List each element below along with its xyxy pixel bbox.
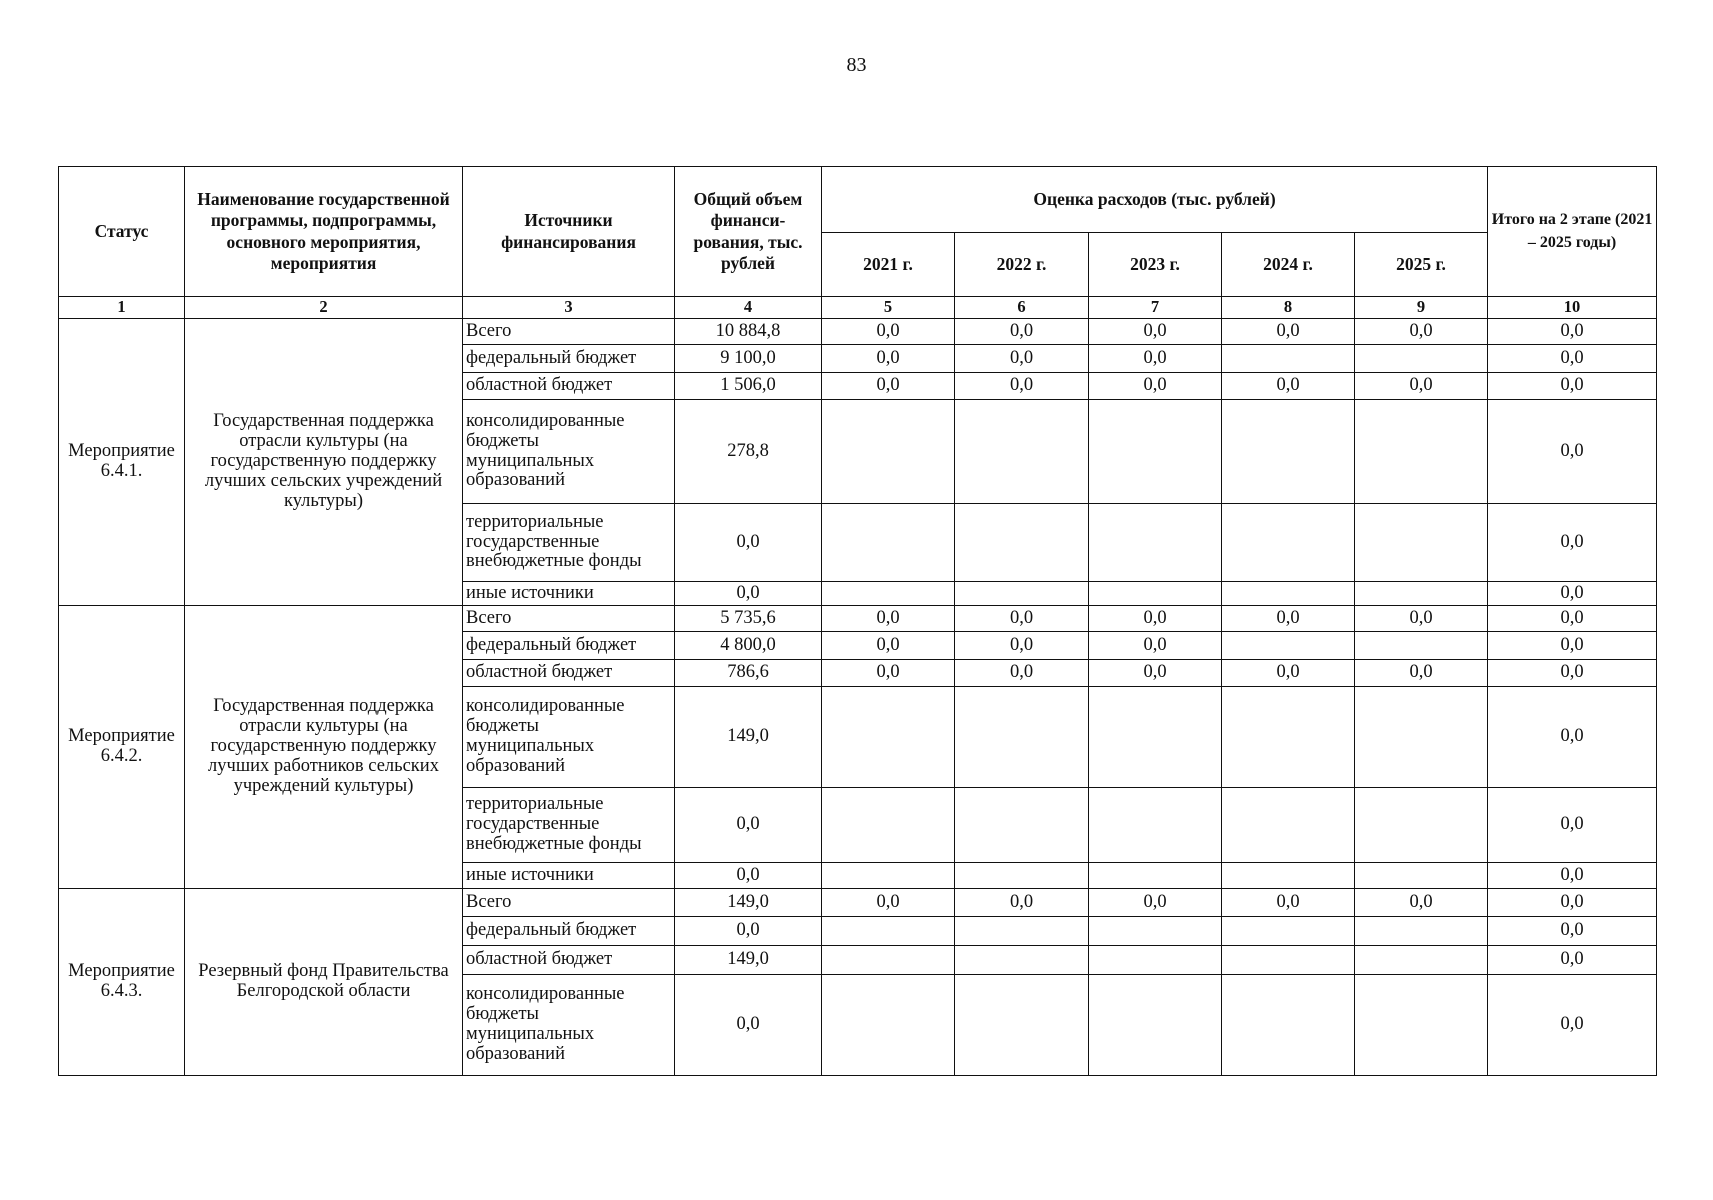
total-volume-cell: 149,0: [675, 687, 822, 788]
total-volume-cell: 149,0: [675, 946, 822, 975]
header-stage-total: Итого на 2 этапе (2021 – 2025 годы): [1488, 167, 1657, 297]
page-number: 83: [846, 54, 867, 76]
year-2022-cell: 0,0: [955, 632, 1089, 660]
total-volume-cell: 786,6: [675, 660, 822, 687]
year-2022-cell: 0,0: [955, 660, 1089, 687]
source-cell: территориальные государственные внебюджетные фонды: [463, 504, 675, 582]
year-2022-cell: [955, 946, 1089, 975]
stage-total-cell: 0,0: [1488, 975, 1657, 1076]
year-2024-cell: [1222, 687, 1355, 788]
status-cell: Мероприятие 6.4.2.: [59, 606, 185, 889]
year-2024-cell: [1222, 788, 1355, 863]
total-volume-cell: 9 100,0: [675, 345, 822, 373]
table-row: [59, 889, 1657, 917]
source-cell: иные источники: [463, 582, 675, 606]
stage-total-cell: 0,0: [1488, 917, 1657, 946]
year-2024-cell: [1222, 917, 1355, 946]
year-2022-cell: 0,0: [955, 345, 1089, 373]
stage-total-cell: 0,0: [1488, 889, 1657, 917]
table-row: [59, 319, 1657, 345]
year-2024-cell: [1222, 632, 1355, 660]
stage-total-cell: 0,0: [1488, 319, 1657, 345]
year-2023-cell: 0,0: [1089, 632, 1222, 660]
column-number: 8: [1222, 297, 1355, 319]
header-year-2024: 2024 г.: [1222, 233, 1355, 297]
year-2023-cell: [1089, 946, 1222, 975]
year-2023-cell: 0,0: [1089, 345, 1222, 373]
year-2025-cell: [1355, 975, 1488, 1076]
year-2021-cell: 0,0: [822, 345, 955, 373]
source-cell: Всего: [463, 889, 675, 917]
year-2021-cell: [822, 788, 955, 863]
year-2024-cell: [1222, 946, 1355, 975]
total-volume-cell: 149,0: [675, 889, 822, 917]
year-2025-cell: 0,0: [1355, 319, 1488, 345]
year-2022-cell: 0,0: [955, 889, 1089, 917]
year-2021-cell: [822, 582, 955, 606]
year-2021-cell: 0,0: [822, 373, 955, 400]
total-volume-cell: 4 800,0: [675, 632, 822, 660]
year-2022-cell: [955, 504, 1089, 582]
year-2024-cell: [1222, 582, 1355, 606]
total-volume-cell: 5 735,6: [675, 606, 822, 632]
year-2024-cell: 0,0: [1222, 660, 1355, 687]
source-cell: областной бюджет: [463, 373, 675, 400]
year-2023-cell: [1089, 975, 1222, 1076]
year-2021-cell: 0,0: [822, 606, 955, 632]
year-2022-cell: [955, 975, 1089, 1076]
header-year-2025: 2025 г.: [1355, 233, 1488, 297]
header-sources: Источники финансирования: [463, 167, 675, 297]
year-2023-cell: 0,0: [1089, 660, 1222, 687]
program-name-cell: Государственная поддержка отрасли культуры (на государственную поддержку лучших работников сельских учреждений культуры): [185, 606, 463, 889]
year-2025-cell: 0,0: [1355, 889, 1488, 917]
year-2025-cell: [1355, 687, 1488, 788]
source-cell: консолидированные бюджеты муниципальных образований: [463, 975, 675, 1076]
stage-total-cell: 0,0: [1488, 373, 1657, 400]
header-year-2021: 2021 г.: [822, 233, 955, 297]
column-number: 7: [1089, 297, 1222, 319]
source-cell: Всего: [463, 606, 675, 632]
year-2025-cell: [1355, 582, 1488, 606]
source-cell: федеральный бюджет: [463, 917, 675, 946]
program-name-cell: Резервный фонд Правительства Белгородской области: [185, 889, 463, 1076]
year-2021-cell: 0,0: [822, 660, 955, 687]
column-number: 2: [185, 297, 463, 319]
column-number: 6: [955, 297, 1089, 319]
stage-total-cell: 0,0: [1488, 687, 1657, 788]
year-2024-cell: [1222, 975, 1355, 1076]
year-2023-cell: [1089, 863, 1222, 889]
year-2024-cell: [1222, 345, 1355, 373]
source-cell: федеральный бюджет: [463, 345, 675, 373]
year-2021-cell: 0,0: [822, 889, 955, 917]
year-2021-cell: [822, 917, 955, 946]
year-2022-cell: [955, 400, 1089, 504]
header-status: Статус: [59, 167, 185, 297]
stage-total-cell: 0,0: [1488, 504, 1657, 582]
column-number: 10: [1488, 297, 1657, 319]
total-volume-cell: 0,0: [675, 788, 822, 863]
year-2023-cell: [1089, 788, 1222, 863]
year-2022-cell: [955, 917, 1089, 946]
header-estimate: Оценка расходов (тыс. рублей): [822, 167, 1488, 233]
year-2025-cell: [1355, 632, 1488, 660]
column-number: 5: [822, 297, 955, 319]
total-volume-cell: 0,0: [675, 582, 822, 606]
source-cell: областной бюджет: [463, 660, 675, 687]
program-name-cell: Государственная поддержка отрасли культуры (на государственную поддержку лучших сельских учреждений культуры): [185, 319, 463, 606]
header-total-volume: Общий объем финанси-рования, тыс. рублей: [675, 167, 822, 297]
stage-total-cell: 0,0: [1488, 400, 1657, 504]
year-2023-cell: [1089, 917, 1222, 946]
stage-total-cell: 0,0: [1488, 788, 1657, 863]
year-2023-cell: [1089, 400, 1222, 504]
year-2021-cell: [822, 863, 955, 889]
source-cell: иные источники: [463, 863, 675, 889]
year-2021-cell: [822, 946, 955, 975]
year-2025-cell: 0,0: [1355, 660, 1488, 687]
status-cell: Мероприятие 6.4.1.: [59, 319, 185, 606]
stage-total-cell: 0,0: [1488, 660, 1657, 687]
year-2025-cell: [1355, 863, 1488, 889]
year-2023-cell: [1089, 504, 1222, 582]
total-volume-cell: 1 506,0: [675, 373, 822, 400]
year-2024-cell: 0,0: [1222, 373, 1355, 400]
total-volume-cell: 278,8: [675, 400, 822, 504]
year-2024-cell: [1222, 504, 1355, 582]
year-2023-cell: 0,0: [1089, 373, 1222, 400]
year-2022-cell: 0,0: [955, 373, 1089, 400]
source-cell: федеральный бюджет: [463, 632, 675, 660]
table-body: [59, 319, 1657, 1076]
total-volume-cell: 0,0: [675, 917, 822, 946]
year-2023-cell: 0,0: [1089, 319, 1222, 345]
stage-total-cell: 0,0: [1488, 606, 1657, 632]
stage-total-cell: 0,0: [1488, 632, 1657, 660]
year-2021-cell: [822, 975, 955, 1076]
source-cell: областной бюджет: [463, 946, 675, 975]
year-2025-cell: [1355, 917, 1488, 946]
year-2025-cell: 0,0: [1355, 606, 1488, 632]
year-2022-cell: [955, 788, 1089, 863]
column-number: 4: [675, 297, 822, 319]
year-2021-cell: 0,0: [822, 319, 955, 345]
total-volume-cell: 10 884,8: [675, 319, 822, 345]
year-2021-cell: [822, 400, 955, 504]
year-2022-cell: [955, 687, 1089, 788]
year-2021-cell: 0,0: [822, 632, 955, 660]
year-2024-cell: [1222, 400, 1355, 504]
year-2024-cell: 0,0: [1222, 319, 1355, 345]
year-2025-cell: [1355, 788, 1488, 863]
year-2024-cell: 0,0: [1222, 889, 1355, 917]
stage-total-cell: 0,0: [1488, 345, 1657, 373]
year-2022-cell: [955, 863, 1089, 889]
status-cell: Мероприятие 6.4.3.: [59, 889, 185, 1076]
year-2024-cell: 0,0: [1222, 606, 1355, 632]
year-2025-cell: [1355, 504, 1488, 582]
year-2025-cell: [1355, 345, 1488, 373]
total-volume-cell: 0,0: [675, 975, 822, 1076]
year-2022-cell: 0,0: [955, 606, 1089, 632]
year-2025-cell: [1355, 400, 1488, 504]
header-year-2022: 2022 г.: [955, 233, 1089, 297]
source-cell: Всего: [463, 319, 675, 345]
stage-total-cell: 0,0: [1488, 582, 1657, 606]
column-number: 9: [1355, 297, 1488, 319]
financing-table: [58, 166, 1657, 1076]
year-2023-cell: 0,0: [1089, 606, 1222, 632]
total-volume-cell: 0,0: [675, 863, 822, 889]
year-2022-cell: 0,0: [955, 319, 1089, 345]
year-2024-cell: [1222, 863, 1355, 889]
column-number: 3: [463, 297, 675, 319]
header-name: Наименование государственной программы, подпрограммы, основного мероприятия, мероприятия: [185, 167, 463, 297]
year-2022-cell: [955, 582, 1089, 606]
year-2025-cell: [1355, 946, 1488, 975]
year-2023-cell: [1089, 582, 1222, 606]
source-cell: консолидированные бюджеты муниципальных образований: [463, 687, 675, 788]
stage-total-cell: 0,0: [1488, 946, 1657, 975]
stage-total-cell: 0,0: [1488, 863, 1657, 889]
column-number: 1: [59, 297, 185, 319]
year-2021-cell: [822, 504, 955, 582]
table-row: [59, 606, 1657, 632]
source-cell: консолидированные бюджеты муниципальных образований: [463, 400, 675, 504]
source-cell: территориальные государственные внебюджетные фонды: [463, 788, 675, 863]
year-2021-cell: [822, 687, 955, 788]
year-2025-cell: 0,0: [1355, 373, 1488, 400]
total-volume-cell: 0,0: [675, 504, 822, 582]
year-2023-cell: 0,0: [1089, 889, 1222, 917]
year-2023-cell: [1089, 687, 1222, 788]
header-year-2023: 2023 г.: [1089, 233, 1222, 297]
